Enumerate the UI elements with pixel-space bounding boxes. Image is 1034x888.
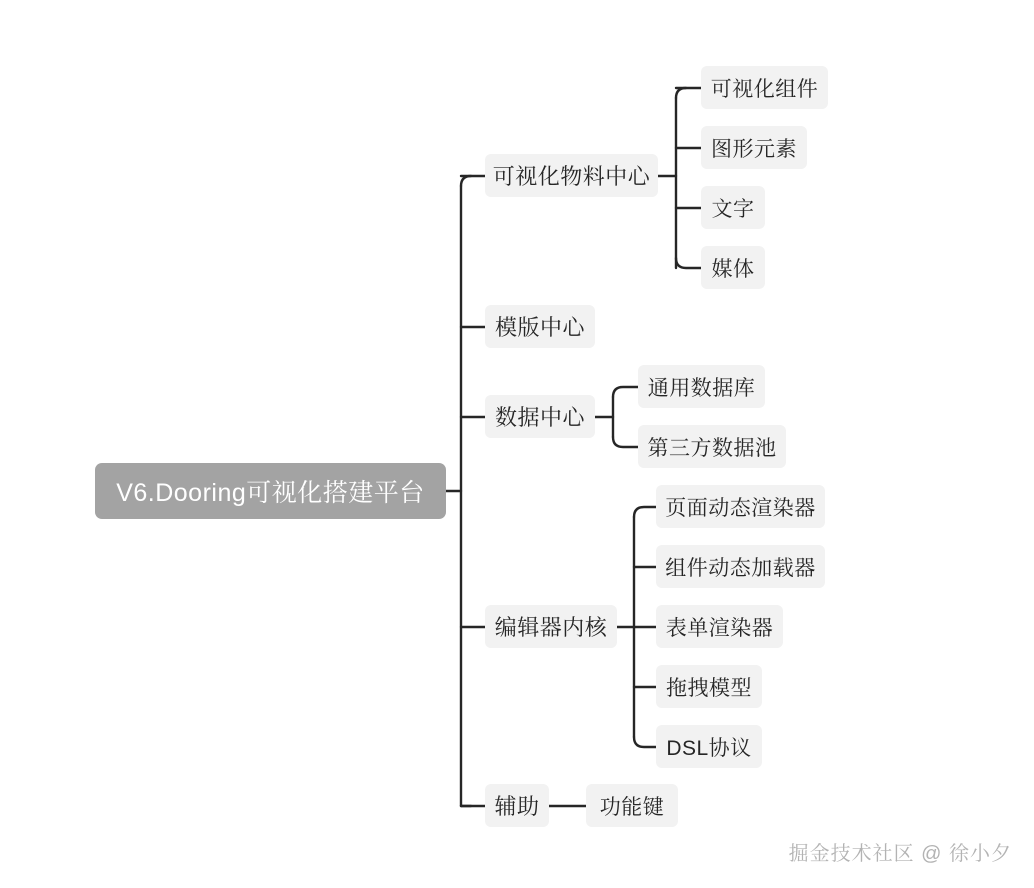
- node-label: 表单渲染器: [665, 616, 774, 640]
- node-label: 功能键: [599, 795, 665, 819]
- mindmap-node-visual-components[interactable]: [701, 66, 828, 109]
- node-label: 辅助: [494, 794, 540, 819]
- node-label: 拖拽模型: [666, 676, 752, 700]
- mindmap-node-component-dynamic-loader[interactable]: [656, 545, 825, 588]
- mindmap-node-auxiliary[interactable]: [485, 784, 549, 827]
- node-label: 组件动态加载器: [665, 556, 816, 580]
- mindmap-node-materials-center[interactable]: [485, 154, 658, 197]
- node-label: 媒体: [711, 257, 755, 281]
- watermark: 掘金技术社区 @ 徐小夕: [788, 843, 1012, 865]
- mindmap-node-page-dynamic-renderer[interactable]: [656, 485, 825, 528]
- mindmap-node-dsl-protocol[interactable]: [656, 725, 762, 768]
- mindmap-node-drag-model[interactable]: [656, 665, 762, 708]
- node-label: 模版中心: [495, 315, 586, 340]
- node-label: 页面动态渲染器: [665, 496, 816, 520]
- mindmap-root-label: V6.Dooring可视化搭建平台: [116, 479, 425, 507]
- mindmap-node-graphic-elements[interactable]: [701, 126, 807, 169]
- node-label: 图形元素: [711, 137, 797, 161]
- node-label: 编辑器内核: [494, 615, 608, 640]
- mindmap-node-text[interactable]: [701, 186, 765, 229]
- node-label: 通用数据库: [647, 376, 756, 400]
- node-label: DSL协议: [666, 736, 752, 760]
- node-label: 可视化组件: [710, 77, 819, 101]
- mindmap-node-data-center[interactable]: [485, 395, 595, 438]
- node-label: 可视化物料中心: [492, 164, 651, 189]
- node-label: 文字: [711, 197, 755, 221]
- node-label: 第三方数据池: [647, 436, 777, 460]
- mindmap-node-media[interactable]: [701, 246, 765, 289]
- mindmap-node-form-renderer[interactable]: [656, 605, 783, 648]
- mindmap-node-editor-kernel[interactable]: [485, 605, 617, 648]
- mindmap-root-node[interactable]: [95, 463, 446, 519]
- mindmap-node-third-party-data-pool[interactable]: [638, 425, 786, 468]
- mindmap-node-general-database[interactable]: [638, 365, 765, 408]
- mindmap-node-template-center[interactable]: [485, 305, 595, 348]
- mindmap-node-function-key[interactable]: [586, 784, 678, 827]
- node-label: 数据中心: [495, 405, 586, 430]
